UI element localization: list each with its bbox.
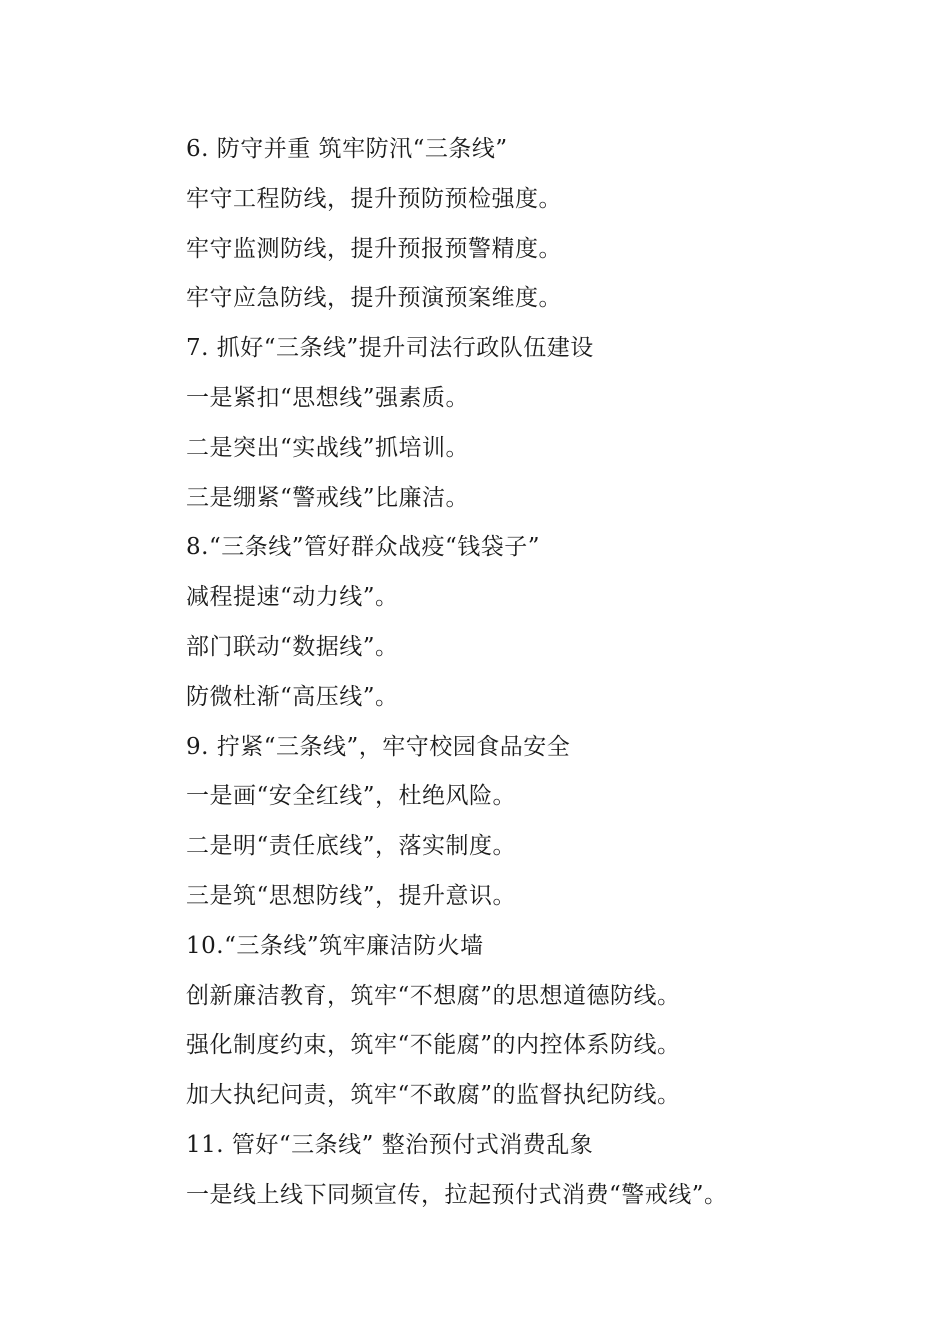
paragraph-line: 三是筑“思想防线”，提升意识。	[186, 882, 517, 909]
paragraph-line: 二是明“责任底线”，落实制度。	[186, 833, 517, 860]
paragraph-line: 一是线上线下同频宣传，拉起预付式消费“警戒线”。	[186, 1181, 728, 1208]
paragraph-line: 加大执纪问责，筑牢“不敢腐”的监督执纪防线。	[186, 1082, 681, 1109]
paragraph-line: 防微杜渐“高压线”。	[186, 683, 399, 710]
heading-10: 10.“三条线”筑牢廉洁防火墙	[186, 932, 484, 959]
paragraph-line: 强化制度约束，筑牢“不能腐”的内控体系防线。	[186, 1032, 681, 1059]
heading-8: 8.“三条线”管好群众战疫“钱袋子”	[186, 534, 540, 561]
paragraph-line: 一是紧扣“思想线”强素质。	[186, 384, 470, 411]
paragraph-line: 牢守工程防线，提升预防预检强度。	[186, 185, 562, 212]
paragraph-line: 二是突出“实战线”抓培训。	[186, 434, 470, 461]
paragraph-line: 减程提速“动力线”。	[186, 584, 399, 611]
paragraph-line: 三是绷紧“警戒线”比廉洁。	[186, 484, 470, 511]
paragraph-line: 创新廉洁教育，筑牢“不想腐”的思想道德防线。	[186, 982, 681, 1009]
paragraph-line: 部门联动“数据线”。	[186, 633, 399, 660]
heading-7: 7. 抓好“三条线”提升司法行政队伍建设	[186, 335, 594, 362]
document-body	[186, 125, 886, 1221]
paragraph-line: 一是画“安全红线”，杜绝风险。	[186, 783, 517, 810]
heading-11: 11. 管好“三条线” 整治预付式消费乱象	[186, 1131, 594, 1158]
heading-6: 6. 防守并重 筑牢防汛“三条线”	[186, 136, 508, 162]
paragraph-line: 牢守监测防线，提升预报预警精度。	[186, 235, 562, 262]
paragraph-line: 牢守应急防线，提升预演预案维度。	[186, 285, 562, 312]
heading-9: 9. 拧紧“三条线”，牢守校园食品安全	[186, 733, 571, 760]
